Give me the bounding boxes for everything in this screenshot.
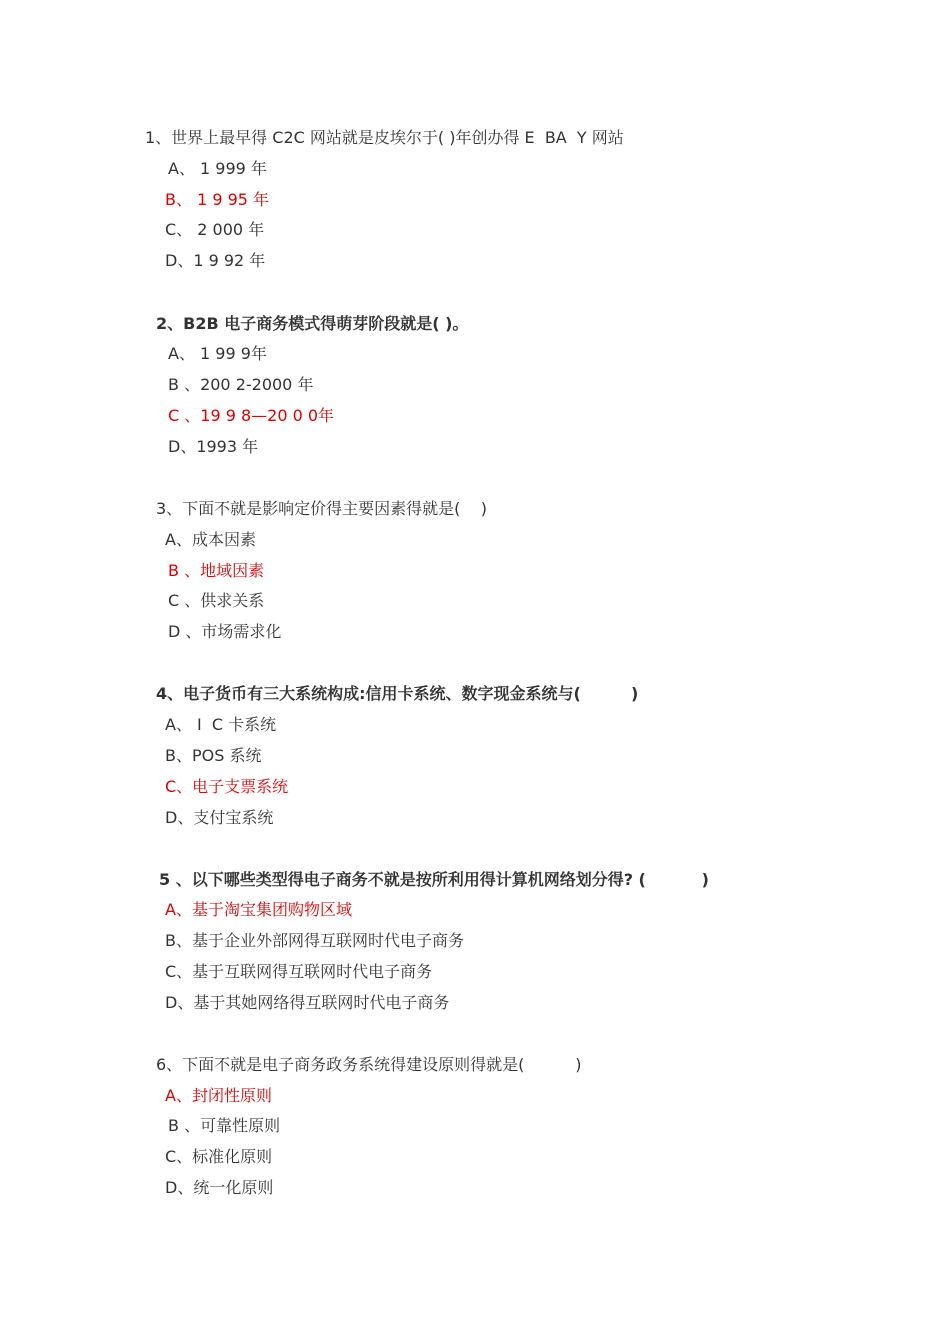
question-4-option-c-answer: C、电子支票系统 bbox=[165, 777, 289, 796]
question-3-option-b-answer: B 、地域因素 bbox=[168, 561, 265, 580]
question-1-option-a: A、 1 999 年 bbox=[168, 159, 267, 178]
question-4-text: 4、电子货币有三大系统构成:信用卡系统、数字现金系统与( ) bbox=[156, 684, 639, 703]
question-2-option-a: A、 1 99 9年 bbox=[168, 344, 267, 363]
question-1-text: 1、世界上最早得 C2C 网站就是皮埃尔于( )年创办得 E BA Y 网站 bbox=[145, 128, 624, 147]
question-4-option-b: B、POS 系统 bbox=[165, 746, 262, 765]
question-5-option-a-answer: A、基于淘宝集团购物区域 bbox=[165, 900, 352, 919]
question-5-text: 5 、以下哪些类型得电子商务不就是按所利用得计算机网络划分得? ( ) bbox=[159, 870, 709, 889]
question-1-option-c: C、 2 000 年 bbox=[165, 220, 265, 239]
question-6-option-a-answer: A、封闭性原则 bbox=[165, 1086, 272, 1105]
question-1-option-b-answer: B、 1 9 95 年 bbox=[165, 190, 270, 209]
question-1-option-d: D、1 9 92 年 bbox=[165, 251, 266, 270]
question-3-option-c: C 、供求关系 bbox=[168, 591, 265, 610]
question-2-option-b: B 、200 2-2000 年 bbox=[168, 375, 314, 394]
question-3-text: 3、下面不就是影响定价得主要因素得就是( ) bbox=[156, 499, 488, 518]
question-6-option-b: B 、可靠性原则 bbox=[168, 1116, 281, 1135]
question-4-option-d: D、支付宝系统 bbox=[165, 808, 274, 827]
question-6-option-c: C、标准化原则 bbox=[165, 1147, 273, 1166]
question-6-text: 6、下面不就是电子商务政务系统得建设原则得就是( ) bbox=[156, 1055, 582, 1074]
question-2-option-d: D、1993 年 bbox=[168, 437, 259, 456]
question-2-text: 2、B2B 电子商务模式得萌芽阶段就是( )。 bbox=[156, 314, 469, 333]
question-4-option-a: A、 I C 卡系统 bbox=[165, 715, 277, 734]
question-3-option-a: A、成本因素 bbox=[165, 530, 256, 549]
question-5-option-b: B、基于企业外部网得互联网时代电子商务 bbox=[165, 931, 464, 950]
question-5-option-c: C、基于互联网得互联网时代电子商务 bbox=[165, 962, 433, 981]
question-6-option-d: D、统一化原则 bbox=[165, 1178, 274, 1197]
question-3-option-d: D 、市场需求化 bbox=[168, 622, 282, 641]
question-5-option-d: D、基于其她网络得互联网时代电子商务 bbox=[165, 993, 450, 1012]
question-2-option-c-answer: C 、19 9 8—20 0 0年 bbox=[168, 406, 335, 425]
